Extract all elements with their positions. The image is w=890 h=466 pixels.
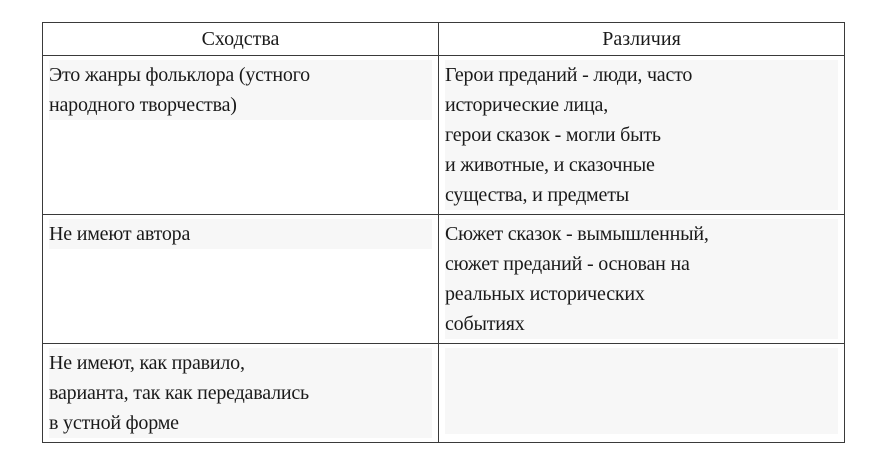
similarity-cell [43,56,439,215]
table-row [43,215,845,344]
comparison-table [42,22,845,443]
table-row [43,56,845,215]
similarity-text: Это жанры фольклора (устного народного творчества) [49,60,432,120]
difference-text: Герои преданий - люди, часто исторические лица, герои сказок - могли быть и животные, и сказочные существа, и предметы [445,60,838,210]
table-row [43,344,845,443]
similarity-cell [43,344,439,443]
difference-cell [439,56,845,215]
difference-cell [439,215,845,344]
similarity-text: Не имеют автора [49,219,432,249]
similarity-cell [43,215,439,344]
table-header-row [43,23,845,56]
header-differences: Различия [439,23,845,56]
empty-cell-fill [445,348,838,434]
similarity-text: Не имеют, как правило, варианта, так как передавались в устной форме [49,348,432,438]
difference-text: Сюжет сказок - вымышленный, сюжет преданий - основан на реальных исторических событиях [445,219,838,339]
difference-cell-empty [439,344,845,443]
header-similarities: Сходства [43,23,439,56]
